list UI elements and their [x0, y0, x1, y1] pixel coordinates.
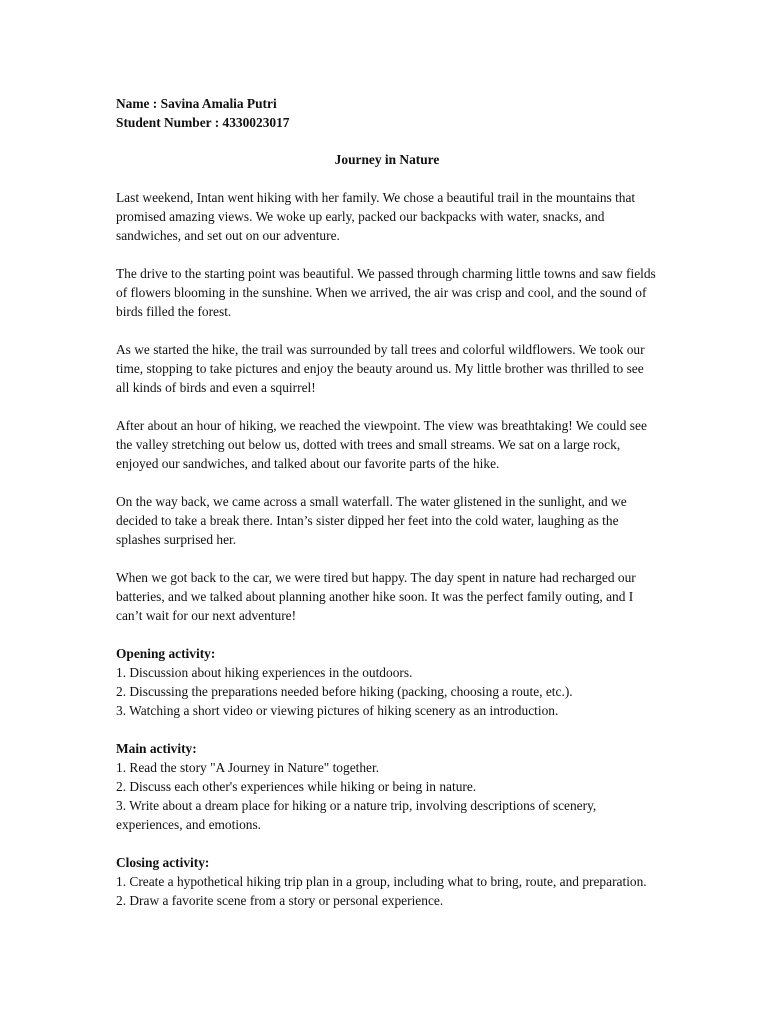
list-item: 2. Discussing the preparations needed before hiking (packing, choosing a route, etc.).	[116, 684, 573, 699]
list-item: 1. Read the story "A Journey in Nature" together.	[116, 760, 380, 775]
story-paragraph: As we started the hike, the trail was surrounded by tall trees and colorful wildflowers. We took our time, stopping to take pictures and enjoy the beauty around us. My little brother was thrilled to see all kinds of birds and even a squirrel!	[116, 342, 645, 395]
story-paragraph: Last weekend, Intan went hiking with her family. We chose a beautiful trail in the mountains that promised amazing views. We woke up early, packed our backpacks with water, snacks, and sandwiches, and set out on our adventure.	[116, 190, 636, 243]
story-paragraph: When we got back to the car, we were tired but happy. The day spent in nature had recharged our batteries, and we talked about planning another hike soon. It was the perfect family outing, and I can’t wait for our next adventure!	[116, 570, 636, 623]
closing-activity-section	[116, 853, 658, 910]
opening-activity-section	[116, 644, 658, 720]
document-title: Journey in Nature	[334, 152, 440, 167]
main-activity-section	[116, 739, 658, 834]
list-item: 1. Discussion about hiking experiences in the outdoors.	[116, 665, 413, 680]
list-item: 3. Watching a short video or viewing pictures of hiking scenery as an introduction.	[116, 703, 559, 718]
story-paragraph: On the way back, we came across a small waterfall. The water glistened in the sunlight, and we decided to take a break there. Intan’s sister dipped her feet into the cold water, laughing as the splashes surprised her.	[116, 494, 627, 547]
section-heading: Main activity:	[116, 741, 197, 756]
list-item: 2. Discuss each other's experiences while hiking or being in nature.	[116, 779, 477, 794]
section-heading: Opening activity:	[116, 646, 216, 661]
list-item: 3. Write about a dream place for hiking or a nature trip, involving descriptions of scenery, experiences, and emotions.	[116, 798, 597, 832]
document-page	[116, 94, 658, 910]
list-item: 1. Create a hypothetical hiking trip plan in a group, including what to bring, route, and preparation.	[116, 874, 647, 889]
story-paragraph: After about an hour of hiking, we reached the viewpoint. The view was breathtaking! We could see the valley stretching out below us, dotted with trees and small streams. We sat on a large rock, enjoyed our sandwiches, and talked about our favorite parts of the hike.	[116, 418, 647, 471]
story-paragraph: The drive to the starting point was beautiful. We passed through charming little towns and saw fields of flowers blooming in the sunshine. When we arrived, the air was crisp and cool, and the sound of birds filled the forest.	[116, 266, 656, 319]
student-number: Student Number : 4330023017	[116, 115, 290, 130]
student-name: Name : Savina Amalia Putri	[116, 96, 277, 111]
section-heading: Closing activity:	[116, 855, 210, 870]
list-item: 2. Draw a favorite scene from a story or personal experience.	[116, 893, 444, 908]
